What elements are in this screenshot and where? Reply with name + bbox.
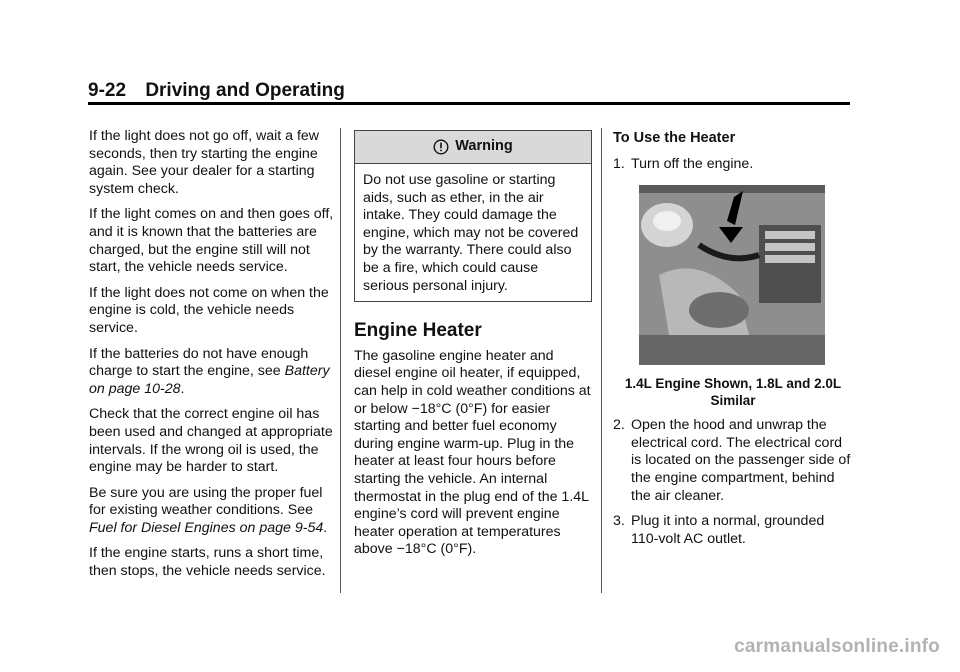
to-use-heading: To Use the Heater (613, 130, 736, 146)
step-item (613, 417, 853, 505)
step-text: Open the hood and unwrap the electrical cord. The electrical cord is located on the passenger side of the engine compartment, behind the air cleaner. (631, 417, 851, 504)
paragraph-text: Be sure you are using the proper fuel for existing weather conditions. See (89, 484, 323, 519)
section-title: Driving and Operating (145, 80, 345, 101)
column-divider (601, 128, 602, 593)
column-divider (340, 128, 341, 593)
step-number: 1. (613, 155, 625, 172)
step-number: 2. (613, 417, 625, 434)
warning-header (355, 131, 591, 164)
photo-caption: 1.4L Engine Shown, 1.8L and 2.0L Similar (624, 376, 842, 409)
punctuation: . (180, 380, 185, 397)
warning-title: Warning (455, 138, 513, 155)
watermark: carmanualsonline.info (734, 636, 940, 657)
paragraph (89, 346, 334, 399)
column-middle (354, 128, 592, 567)
step-number: 3. (613, 513, 625, 530)
warning-body: Do not use gasoline or starting aids, such as ether, in the air intake. They could damage the engine, which may not be covered by the warranty. There could also be a fire, which could cause serious personal injury. (363, 172, 579, 294)
engine-heater-heading: Engine Heater (354, 320, 482, 342)
step-text: Turn off the engine. (631, 155, 754, 172)
paragraph: If the light comes on and then goes off, and it is known that the batteries are charged, but the engine still will not start, the vehicle needs service. (89, 206, 334, 276)
paragraph: If the light does not come on when the engine is cold, the vehicle needs service. (89, 284, 329, 336)
paragraph: If the engine starts, runs a short time, then stops, the vehicle needs service. (89, 545, 326, 580)
step-text: Plug it into a normal, grounded 110-volt AC outlet. (631, 513, 825, 547)
paragraph-text: If the batteries do not have enough charge to start the engine, see (89, 345, 309, 380)
page-number: 9-22 (88, 80, 127, 101)
header-rule (88, 102, 850, 105)
engine-heater-body: The gasoline engine heater and diesel engine oil heater, if equipped, can help in cold weather conditions at or below −18°C (0°F) for easier starting and better fuel economy during engine warm-up. Plug in the heater at least four hours before starting the vehicle. An internal thermostat in the plug end of the 1.4L engine’s cord will prevent engine heater operation at temperatures above −18°C (0°F). (354, 347, 591, 558)
column-left (89, 128, 334, 589)
paragraph: If the light does not go off, wait a few seconds, then try starting the engine again. See your dealer for a starting system check. (89, 128, 320, 197)
page-header (88, 80, 345, 102)
engine-photo (639, 185, 825, 365)
paragraph (89, 485, 334, 538)
battery-reference-link[interactable]: Battery on page 10-28 (89, 363, 330, 397)
punctuation: . (323, 519, 328, 536)
warning-box (354, 130, 592, 302)
fuel-reference-link[interactable]: Fuel for Diesel Engines on page 9-54 (89, 519, 324, 536)
step-item (613, 513, 853, 548)
column-right (613, 128, 853, 556)
step-item (613, 156, 853, 174)
paragraph: Check that the correct engine oil has been used and changed at appropriate intervals. If the wrong oil is used, the engine may be harder to start. (89, 406, 333, 476)
warning-circle-icon (433, 139, 449, 155)
